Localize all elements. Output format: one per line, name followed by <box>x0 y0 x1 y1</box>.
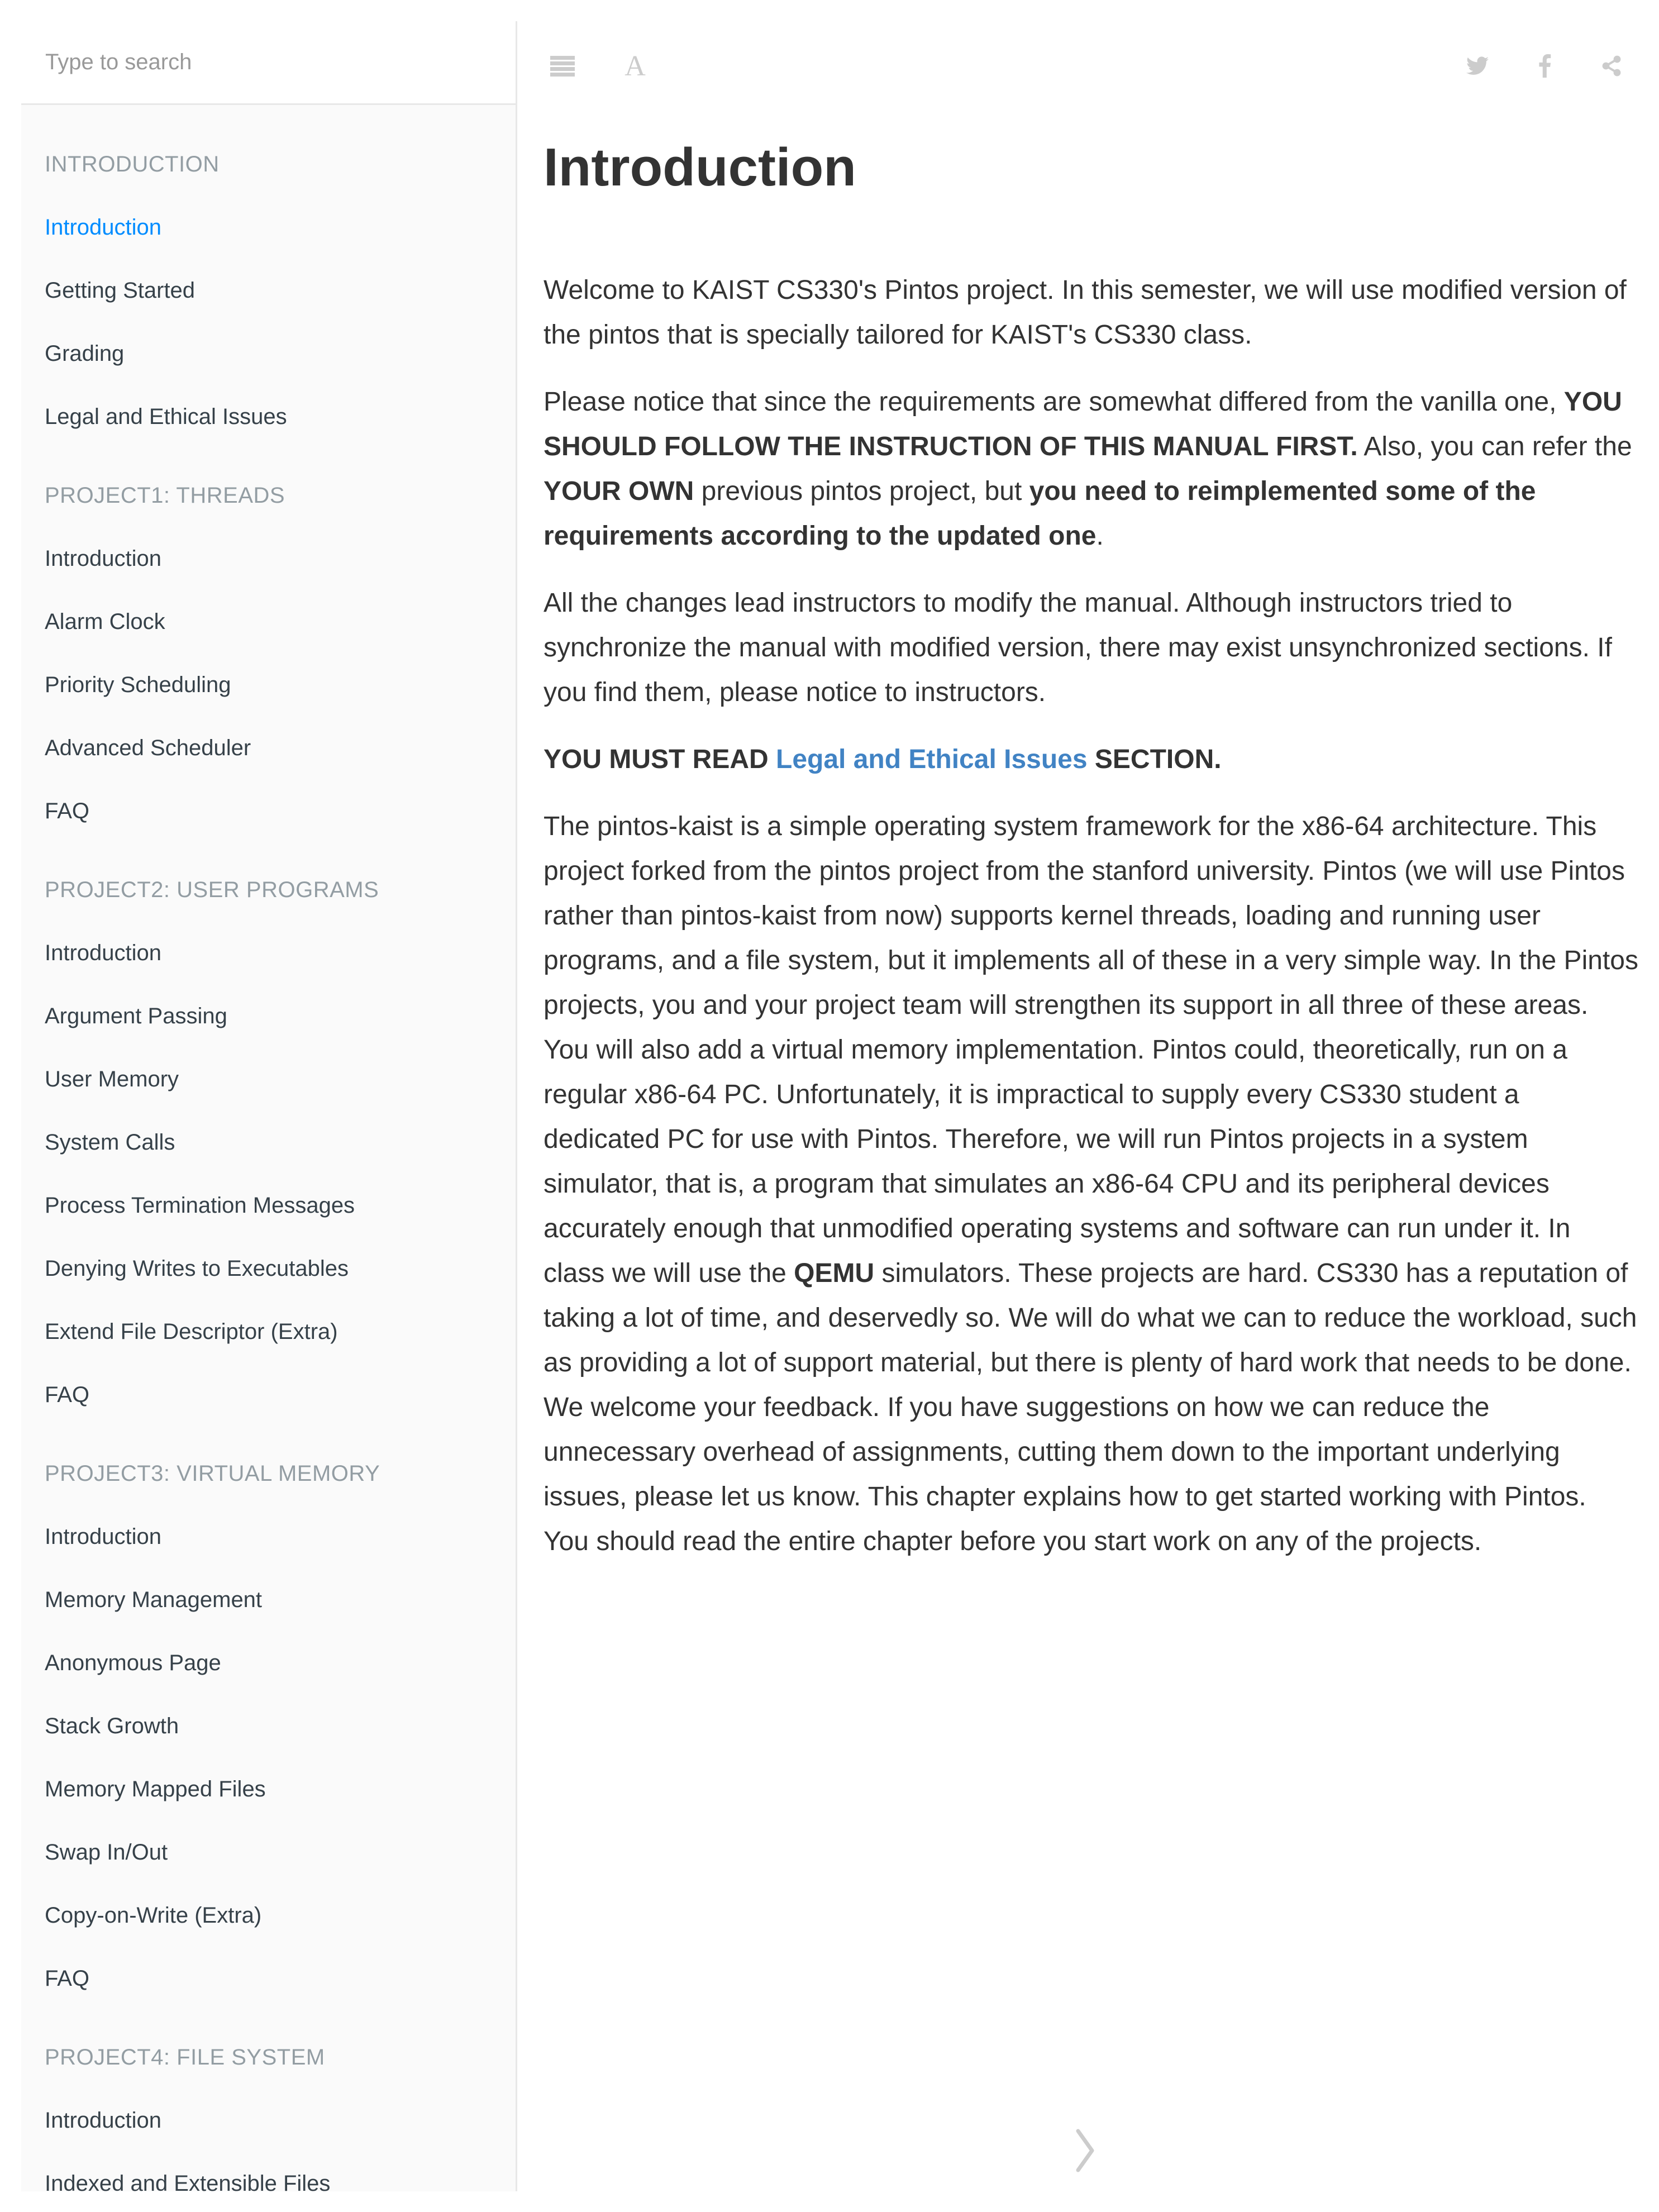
page-title: Introduction <box>544 137 856 197</box>
nav-section-header: INTRODUCTION <box>45 152 220 177</box>
sidebar-item[interactable]: Introduction <box>45 1524 162 1549</box>
sidebar-nav <box>21 105 516 2191</box>
sidebar-item[interactable]: Process Termination Messages <box>45 1193 355 1218</box>
search-box <box>21 21 516 105</box>
sidebar-item[interactable]: Anonymous Page <box>45 1651 221 1675</box>
text: Please notice that since the requirements are somewhat differed from the vanilla one, <box>544 387 1564 417</box>
menu-icon[interactable] <box>546 49 579 83</box>
sidebar-item[interactable]: Priority Scheduling <box>45 673 231 697</box>
sidebar-item[interactable]: Alarm Clock <box>45 609 165 634</box>
nav-section <box>21 859 516 1427</box>
paragraph-welcome: Welcome to KAIST CS330's Pintos project. In this semester, we will use modified version of the pintos that is specially tailored for KAIST's CS330 class. <box>544 275 1627 350</box>
sidebar-item[interactable]: Getting Started <box>45 278 196 303</box>
emphasis-text: you need to reimplemented some of the requirements according to the updated one <box>544 476 1536 551</box>
sidebar-item[interactable]: Memory Mapped Files <box>45 1777 266 1801</box>
nav-section-header: PROJECT3: VIRTUAL MEMORY <box>45 1461 380 1486</box>
sidebar-item[interactable]: FAQ <box>45 1382 90 1407</box>
sidebar-item[interactable]: Extend File Descriptor (Extra) <box>45 1319 338 1344</box>
emphasis-text: YOU SHOULD FOLLOW THE INSTRUCTION OF THIS MANUAL FIRST. <box>544 387 1622 461</box>
toolbar <box>518 21 1659 105</box>
sidebar-item[interactable]: FAQ <box>45 1966 90 1991</box>
sidebar-item[interactable]: Advanced Scheduler <box>45 736 251 760</box>
sidebar-item[interactable]: Introduction <box>45 2108 162 2133</box>
paragraph-must-read <box>544 737 1638 782</box>
sidebar-item[interactable]: Denying Writes to Executables <box>45 1256 349 1281</box>
emphasis-text: SECTION. <box>1087 745 1222 774</box>
sidebar-item[interactable]: System Calls <box>45 1130 175 1155</box>
share-icon[interactable] <box>1595 49 1628 83</box>
text: . <box>1096 521 1104 551</box>
sidebar-item[interactable]: Grading <box>45 341 125 366</box>
paragraph-changes: All the changes lead instructors to modify the manual. Although instructors tried to synchronize the manual with modified version, there may exist unsynchronized sections. If you find them, please notice to instructors. <box>544 588 1612 707</box>
sidebar-item[interactable]: Legal and Ethical Issues <box>45 404 287 429</box>
page-content <box>544 128 1638 1586</box>
font-settings-icon[interactable]: A <box>624 50 646 82</box>
paragraph-notice <box>544 380 1638 559</box>
legal-ethical-link[interactable]: Legal and Ethical Issues <box>776 745 1088 774</box>
sidebar-item[interactable]: Copy-on-Write (Extra) <box>45 1903 262 1928</box>
nav-section-header: PROJECT2: USER PROGRAMS <box>45 878 379 902</box>
twitter-icon[interactable] <box>1461 49 1494 83</box>
sidebar-item[interactable]: Introduction <box>45 546 162 571</box>
emphasis-text: YOU MUST READ <box>544 745 776 774</box>
nav-section <box>21 2026 516 2191</box>
next-page-chevron-right-icon[interactable] <box>1067 2123 1106 2178</box>
nav-section-header: PROJECT1: THREADS <box>45 483 285 508</box>
emphasis-text: YOUR OWN <box>544 476 694 506</box>
sidebar-item[interactable]: Swap In/Out <box>45 1840 168 1865</box>
sidebar-item[interactable]: Memory Management <box>45 1588 263 1612</box>
nav-section <box>21 1442 516 2010</box>
sidebar-item[interactable]: Introduction <box>45 941 162 965</box>
facebook-icon[interactable] <box>1528 49 1561 83</box>
emphasis-text: QEMU <box>794 1258 875 1288</box>
sidebar-item[interactable]: Indexed and Extensible Files <box>45 2171 331 2191</box>
search-input[interactable] <box>44 49 471 75</box>
text: The pintos-kaist is a simple operating system framework for the x86-64 architecture. This project forked from the pintos project from the stanford university. Pintos (we will use Pintos rather than pintos-kaist from now) supports kernel threads, loading and running user programs, and a file system, but it implements all of these in a very simple way. In the Pintos projects, you and your project team will strengthen its support in all three of these areas. You will also add a virtual memory implementation. Pintos could, theoretically, run on a regular x86-64 PC. Unfortunately, it is impractical to supply every CS330 student a dedicated PC for use with Pintos. Therefore, we will run Pintos projects in a system simulator, that is, a program that simulates an x86-64 CPU and its peripheral devices accurately enough that unmodified operating systems and software can run under it. In class we will use the <box>544 812 1638 1288</box>
sidebar-item[interactable]: Argument Passing <box>45 1004 227 1028</box>
sidebar <box>21 21 517 2191</box>
sidebar-item[interactable]: Stack Growth <box>45 1714 179 1738</box>
sidebar-item[interactable]: Introduction <box>45 215 162 240</box>
sidebar-item[interactable]: FAQ <box>45 799 90 823</box>
text: Also, you can refer the <box>1357 432 1632 461</box>
nav-section <box>21 464 516 843</box>
sidebar-item[interactable]: User Memory <box>45 1067 179 1091</box>
text: previous pintos project, but <box>694 476 1029 506</box>
paragraph-overview <box>544 804 1638 1564</box>
text: simulators. These projects are hard. CS330 has a reputation of taking a lot of time, and deservedly so. We will do what we can to reduce the workload, such as providing a lot of support material, but there is plenty of hard work that needs to be done. We welcome your feedback. If you have suggestions on how we can reduce the unnecessary overhead of assignments, cutting them down to the important underlying issues, please let us know. This chapter explains how to get started working with Pintos. You should read the entire chapter before you start work on any of the projects. <box>544 1258 1637 1556</box>
nav-section-header: PROJECT4: FILE SYSTEM <box>45 2045 325 2070</box>
nav-section <box>21 133 516 449</box>
